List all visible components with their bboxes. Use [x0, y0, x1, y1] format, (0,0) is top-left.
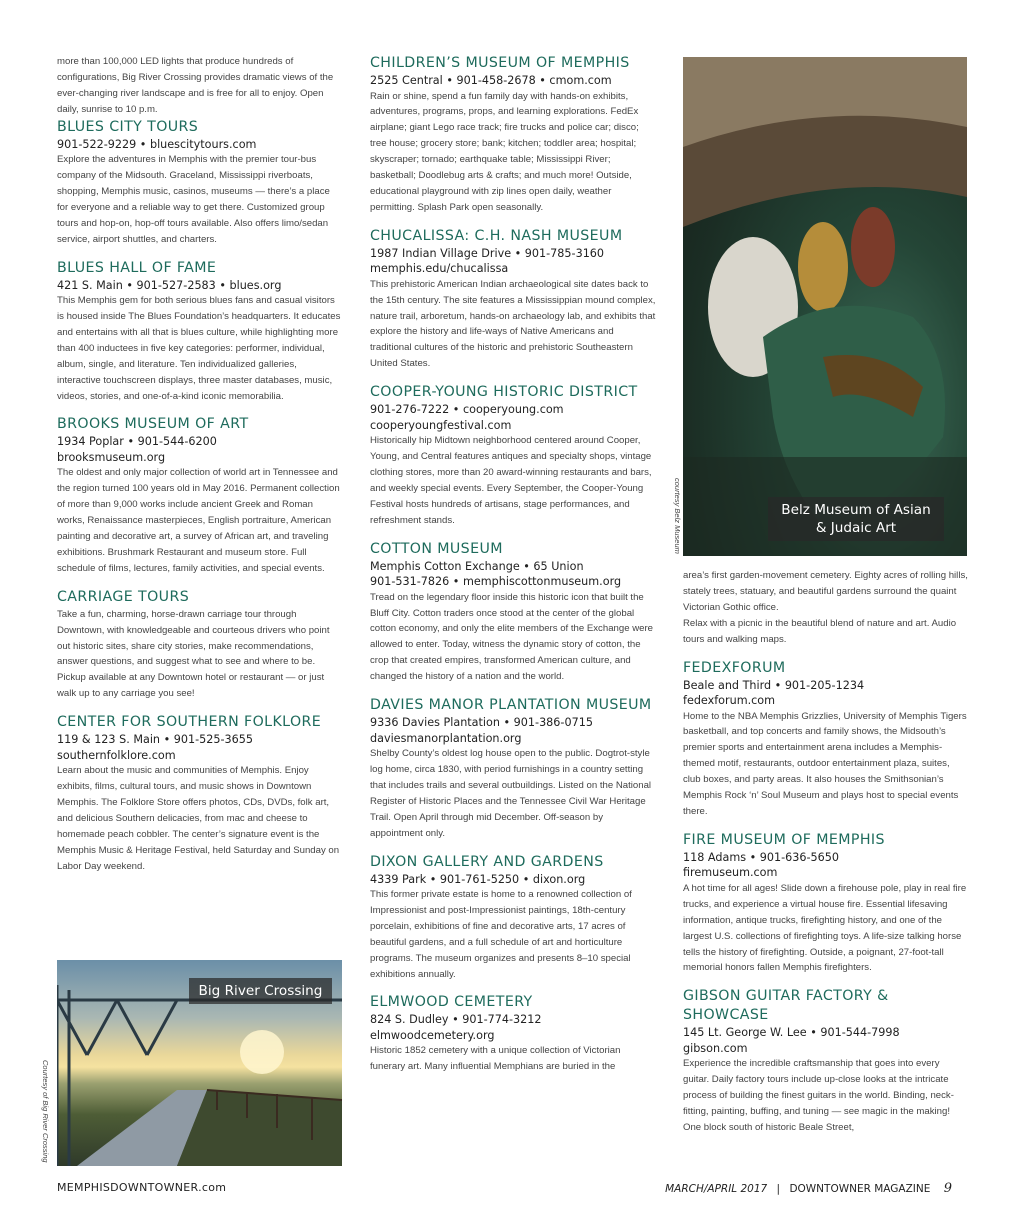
column-left — [57, 54, 343, 886]
listing-website: memphis.edu/chucalissa — [370, 262, 509, 276]
listing-description: Take a fun, charming, horse-drawn carriage tour through Downtown, with knowledgeable and courteous drivers who point out historic sites, share city stories, make recommendations, answer questions, and suggest what to see and where to be. Pickup available at any Downtown hotel or restaurant — or just walk up to any carriage you see! — [57, 608, 330, 700]
listing-description: Tread on the legendary floor inside this historic icon that built the Bluff City. Cotton traders once stood at the center of the global cotton economy, and only the elite members of the Exchange were allowed to enter. Today, witness the dynamic story of cotton, the crop that created empires, transformed American culture, and changed the history of a nation and the world. — [370, 591, 653, 683]
column-right — [683, 568, 968, 1147]
listing-website: elmwoodcemetery.org — [370, 1028, 495, 1042]
listing-title: FEDEXFORUM — [683, 659, 786, 676]
listing-blues-city-tours — [57, 118, 343, 248]
photo-credit: courtesy Belz Museum — [673, 478, 682, 554]
listing-davies-manor — [370, 696, 656, 841]
listing-website: brooksmuseum.org — [57, 450, 166, 464]
listing-chucalissa — [370, 227, 656, 372]
issue-date: MARCH/APRIL 2017 — [665, 1183, 768, 1195]
listing-contact: 145 Lt. George W. Lee • 901-544-7998 — [683, 1026, 900, 1040]
listing-contact: 421 S. Main • 901-527-2583 • blues.org — [57, 278, 282, 292]
listing-contact: 1934 Poplar • 901-544-6200 — [57, 435, 217, 449]
big-river-crossing-photo — [57, 960, 342, 1166]
listing-title: COOPER-YOUNG HISTORIC DISTRICT — [370, 384, 638, 401]
listing-description-continued: area’s first garden-movement cemetery. Eighty acres of rolling hills, stately trees, statuary, and beautiful gardens surround the quaint Victorian Gothic office. — [683, 570, 968, 613]
listing-contact: Beale and Third • 901-205-1234 — [683, 678, 865, 692]
listing-childrens-museum — [370, 54, 656, 216]
listing-description: Home to the NBA Memphis Grizzlies, University of Memphis Tigers basketball, and top concerts and family shows, the Midsouth’s premier sports and entertainment arena includes a Memphis-themed motif, restaurants, outdoor entertainment plaza, suites, club boxes, and party areas. It also houses the Smithsonian’s Memphis Rock ‘n’ Soul Museum and plays host to special events there. — [683, 710, 967, 817]
listing-description: This prehistoric American Indian archaeological site dates back to the 15th century. The site features a Mississippian mound complex, nature trail, arboretum, hands-on archaeology lab, and exhibits that explore the history and life-ways of Native Americans and traditional cultures of the historic and prehistoric Southeastern United States. — [370, 278, 656, 370]
listing-description: A hot time for all ages! Slide down a firehouse pole, play in real fire trucks, and experience a virtual house fire. Essential lifesaving information, antique trucks, firefighting history, and one of the largest U.S. collections of firefighting toys. A life-size talking horse tells the history of firefighting. Outside, a poignant, 27-foot-tall memorial honors fallen Memphis firefighters. — [683, 882, 967, 974]
listing-contact: 2525 Central • 901-458-2678 • cmom.com — [370, 74, 612, 87]
column-middle — [370, 54, 656, 1086]
photo-caption: Belz Museum of Asian & Judaic Art — [768, 497, 944, 541]
photo-caption: Big River Crossing — [189, 978, 332, 1004]
listing-description: Shelby County’s oldest log house open to the public. Dogtrot-style log home, circa 1830, with period furnishings in a country setting that includes trails and several outbuildings. Listed on the National Register of Historic Places and the Tennessee Civil War Heritage Trail. Open April through mid December. Off-season by appointment only. — [370, 748, 652, 839]
listing-gibson-guitar — [683, 987, 968, 1136]
listing-title: DIXON GALLERY AND GARDENS — [370, 853, 604, 870]
listing-contact: 901-522-9229 • bluescitytours.com — [57, 137, 257, 151]
listing-description: Historic 1852 cemetery with a unique collection of Victorian funerary art. Many influential Memphians are buried in the — [370, 1045, 621, 1073]
listing-contact: 119 & 123 S. Main • 901-525-3655 — [57, 733, 253, 747]
listing-title: FIRE MUSEUM OF MEMPHIS — [683, 831, 885, 848]
listing-fedexforum — [683, 659, 968, 820]
listing-contact: 9336 Davies Plantation • 901-386-0715 — [370, 716, 593, 730]
listing-cotton-museum — [370, 540, 656, 685]
listing-title: CHILDREN’S MUSEUM OF MEMPHIS — [370, 55, 630, 71]
magazine-name: DOWNTOWNER MAGAZINE — [789, 1183, 931, 1195]
listing-contact: 824 S. Dudley • 901-774-3212 — [370, 1013, 542, 1027]
listing-fire-museum — [683, 831, 968, 976]
listing-title: DAVIES MANOR PLANTATION MUSEUM — [370, 697, 652, 714]
listing-website: daviesmanorplantation.org — [370, 731, 522, 745]
photo-credit: Courtesy of Big River Crossing — [41, 1060, 50, 1163]
listing-description: This former private estate is home to a renowned collection of Impressionist and post-Impressionist paintings, 18th-century porcelain, exhibitions of fine and decorative arts, 17 acres of beautiful gardens, and a full schedule of art and horticulture programs. The museum organizes and presents 8–10 special exhibitions annually. — [370, 889, 632, 980]
footer-site: MEMPHISDOWNTOWNER.com — [57, 1181, 227, 1194]
listing-title: BLUES HALL OF FAME — [57, 259, 217, 276]
listing-description: This Memphis gem for both serious blues fans and casual visitors is housed inside The Blues Foundation’s headquarters. It educates and entertains with all that is blues culture, while highlighting more than 400 inductees in five key categories: performer, individual, album, single, and literature. Ten individualized galleries, interactive touchscreen displays, three master databases, music, videos, stories, and one-of-a-kind iconic memorabilia. — [57, 295, 341, 402]
listing-website: fedexforum.com — [683, 694, 776, 708]
listing-brooks-museum — [57, 415, 343, 576]
listing-contact: 118 Adams • 901-636-5650 — [683, 850, 840, 864]
listing-contact: 901-276-7222 • cooperyoung.com — [370, 403, 564, 417]
listing-website: firemuseum.com — [683, 866, 778, 880]
listing-website: cooperyoungfestival.com — [370, 418, 512, 432]
footer-separator: | — [776, 1183, 781, 1195]
listing-blues-hall-of-fame — [57, 259, 343, 405]
listing-description: The oldest and only major collection of world art in Tennessee and the region turned 100 years old in May 2016. Permanent collection of more than 9,000 works include ancient Greek and Roman works, Renaissance masterpieces, English portraiture, American painting and decorative art, a survey of African art, and traveling exhibitions. Brushmark Restaurant and museum store. Full schedule of films, lectures, family activities, and special events. — [57, 467, 340, 574]
listing-description: Historically hip Midtown neighborhood centered around Cooper, Young, and Central features antiques and specialty shops, vintage clothing stores, more than 20 award-winning restaurants and bars, and weekly special events. Every September, the Cooper-Young Festival hosts hundreds of artisans, stage performances, and refreshment stands. — [370, 435, 652, 526]
listing-description: Explore the adventures in Memphis with the premier tour-bus company of the Midsouth. Graceland, Mississippi riverboats, shopping, Memphis music, casinos, museums — there’s a place for everyone and a reliable way to get there. Customized group tours and hop-on, hop-off tours available. Also offers limo/sedan service, airport shuttles, and charters. — [57, 154, 330, 245]
elmwood-cemetery-continued — [683, 568, 968, 648]
big-river-crossing-continued: more than 100,000 LED lights that produce hundreds of configurations, Big River Crossing provides dramatic views of the ever-changing river landscape and is free for all to enjoy. Open daily, sunrise to 10 p.m. — [57, 56, 334, 115]
listing-contact: 1987 Indian Village Drive • 901-785-3160 — [370, 246, 605, 260]
listing-note: Relax with a picnic in the beautiful blend of nature and art. Audio tours and walking maps. — [683, 617, 957, 645]
listing-carriage-tours — [57, 588, 343, 702]
listing-title: BROOKS MUSEUM OF ART — [57, 416, 249, 433]
listing-description: Learn about the music and communities of Memphis. Enjoy exhibits, films, cultural tours, and music shows in Downtown Memphis. The Folklore Store offers photos, CDs, DVDs, folk art, and delicious Southern delicacies, from mac and cheese to homemade peach cobbler. The center’s signature event is the Memphis Music & Heritage Festival, held Saturday and Sunday on Labor Day weekend. — [57, 765, 340, 872]
listing-cooper-young — [370, 383, 656, 528]
page-number: 9 — [943, 1181, 952, 1196]
listing-website: 901-531-7826 • memphiscottonmuseum.org — [370, 575, 622, 589]
listing-title: CENTER FOR SOUTHERN FOLKLORE — [57, 714, 322, 731]
footer-issue-info — [665, 1181, 952, 1196]
listing-title: CARRIAGE TOURS — [57, 588, 190, 605]
listing-southern-folklore — [57, 713, 343, 874]
belz-museum-photo — [683, 57, 967, 556]
listing-website: southernfolklore.com — [57, 748, 176, 762]
listing-elmwood-cemetery — [370, 993, 656, 1075]
listing-title: ELMWOOD CEMETERY — [370, 994, 533, 1011]
listing-description: Experience the incredible craftsmanship that goes into every guitar. Daily factory tours include up-close looks at the intricate process of building the finest guitars in the world. Binding, neck-fitting, painting, buffing, and tuning — see magic in the making! One block south of historic Beale Street, — [683, 1058, 954, 1133]
listing-contact: Memphis Cotton Exchange • 65 Union — [370, 559, 584, 573]
listing-contact: 4339 Park • 901-761-5250 • dixon.org — [370, 872, 586, 886]
listing-description: Rain or shine, spend a fun family day with hands-on exhibits, adventures, programs, props, and learning explorations. FedEx airplane; giant Lego race track; fire trucks and police car; disco; tree house; grocery store; bank; kitchen; toddler area; hospital; skyscraper; tornado; earthquake table; Mississippi River; basketball; Doodlebug arts & crafts; and much more! Outside, educational playground with zip lines open daily, weather permitting. Splash Park open seasonally. — [370, 90, 639, 213]
jade-horses-illustration — [683, 57, 967, 556]
listing-title: COTTON MUSEUM — [370, 540, 503, 557]
listing-title: BLUES CITY TOURS — [57, 118, 199, 135]
listing-dixon-gallery — [370, 853, 656, 983]
listing-title: GIBSON GUITAR FACTORY & SHOWCASE — [683, 988, 889, 1024]
listing-website: gibson.com — [683, 1041, 748, 1055]
listing-title: CHUCALISSA: C.H. NASH MUSEUM — [370, 227, 623, 244]
